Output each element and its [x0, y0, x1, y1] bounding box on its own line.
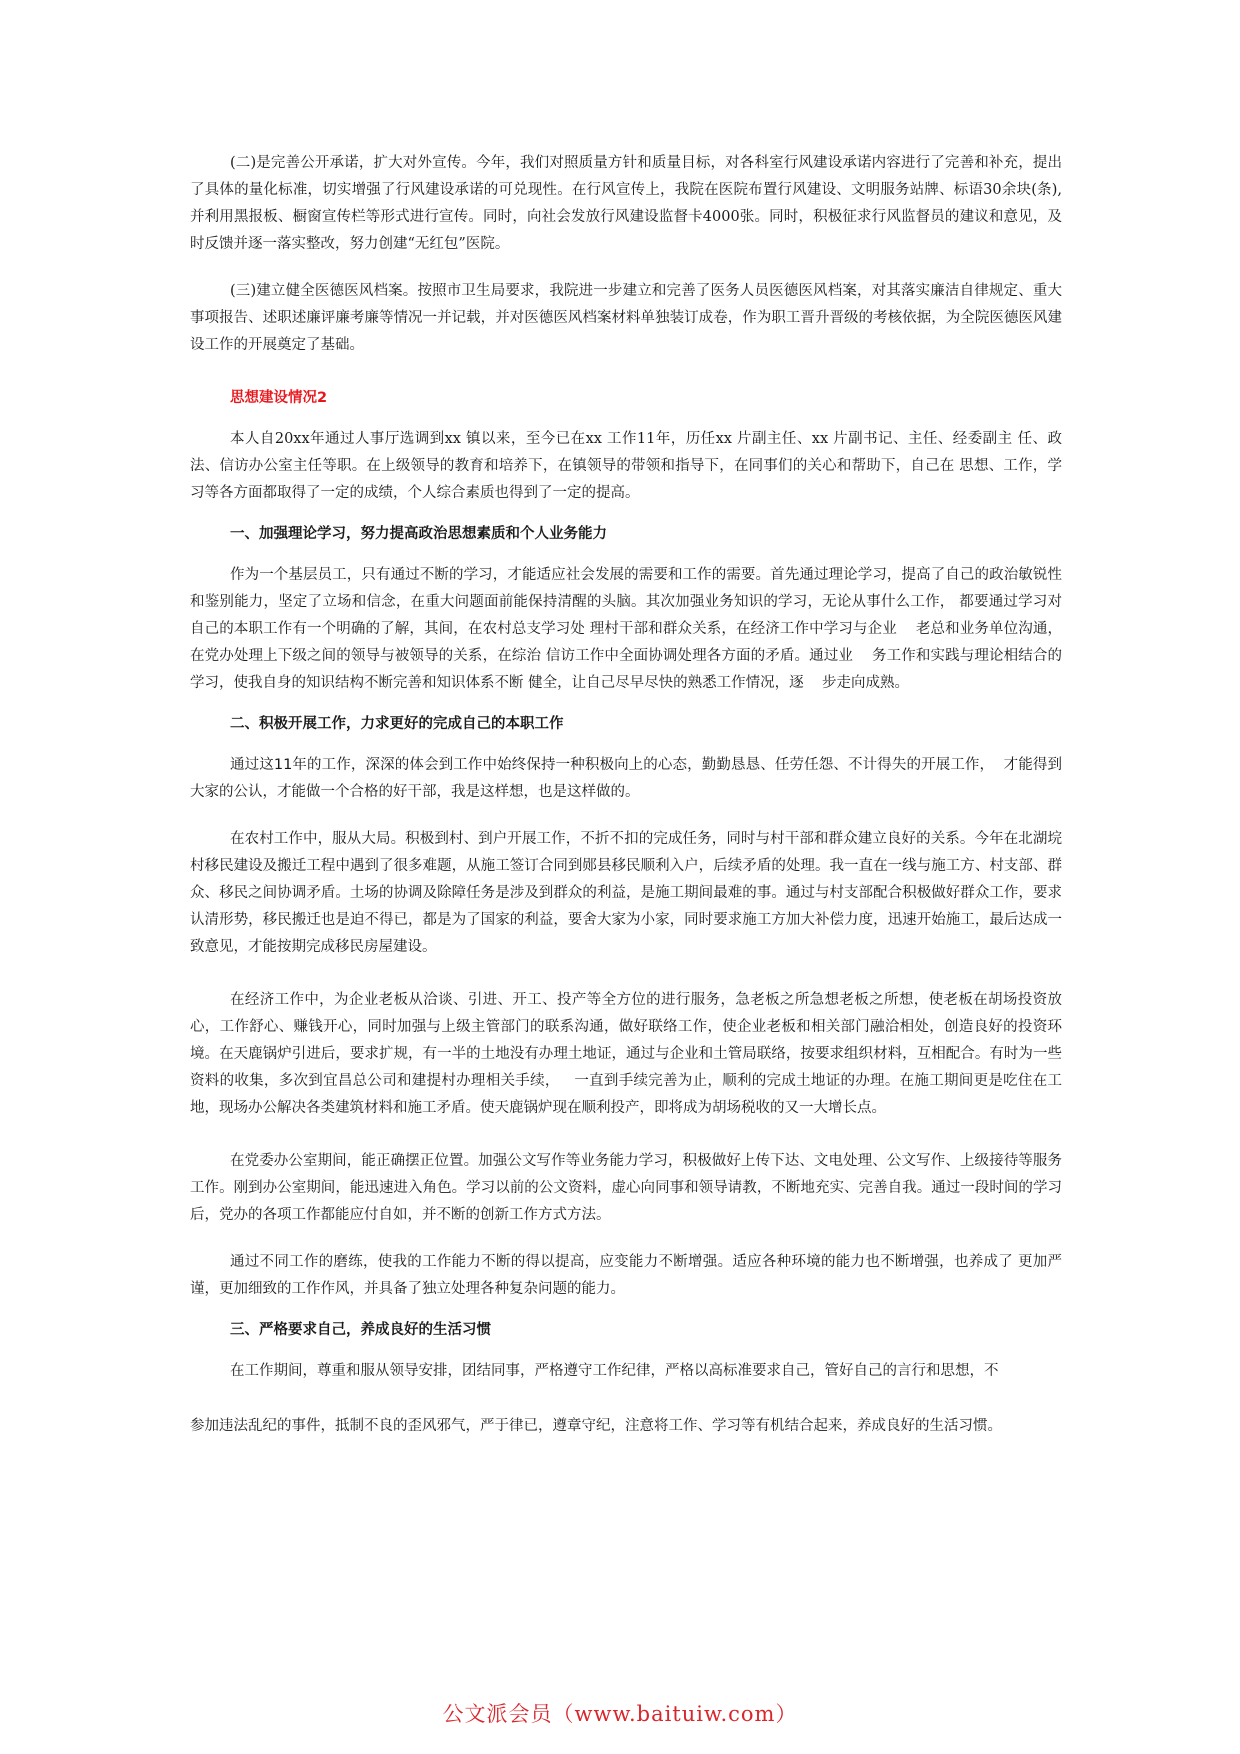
heading-active-work: 二、积极开展工作，力求更好的完成自己的本职工作 [230, 716, 564, 732]
paragraph-theory-study: 作为一个基层员工，只有通过不断的学习，才能适应社会发展的需要和工作的需要。首先通过理论学习，提高了自己的政治敏锐性和鉴别能力，坚定了立场和信念，在重大问题面前能保持清醒的头脑。其次加强业务知识的学习，无论从事什么工作， 都要通过学习对自己的本职工作有一个明确的了解，其间，在农村总支学习处 理村干部和群众关系，在经济工作中学习与企业 老总和业务单位沟通，在党办处理上下级之间的领导与被领导的关系，在综治 信访工作中全面协调处理各方面的矛盾。通过业 务工作和实践与理论相结合的学习，使我自身的知识结构不断完善和知识体系不断 健全，让自己尽早尽快的熟悉工作情况，逐 步走向成熟。 [190, 567, 1062, 691]
paragraph-ethics-archive: (三)建立健全医德医风档案。按照市卫生局要求，我院进一步建立和完善了医务人员医德医风档案，对其落实廉洁自律规定、重大事项报告、述职述廉评廉考廉等情况一并记载，并对医德医风档案材料单独装订成卷，作为职工晋升晋级的考核依据，为全院医德医风建设工作的开展奠定了基础。 [190, 283, 1062, 353]
paragraph-party-office: 在党委办公室期间，能正确摆正位置。加强公文写作等业务能力学习，积极做好上传下达、文电处理、公文写作、上级接待等服务工作。刚到办公室期间，能迅速进入角色。学习以前的公文资料，虚心向同事和领导请教，不断地充实、完善自我。通过一段时间的学习后，党办的各项工作都能应付自如，并不断的创新工作方式方法。 [190, 1153, 1062, 1223]
paragraph-self-discipline-part1: 在工作期间，尊重和服从领导安排，团结同事，严格遵守工作纪律，严格以高标准要求自己，管好自己的言行和思想，不 [230, 1363, 999, 1379]
paragraph-self-introduction: 本人自20xx年通过人事厅选调到xx 镇以来，至今已在xx 工作11年，历任xx 片副主任、xx 片副书记、主任、经委副主 任、政法、信访办公室主任等职。在上级领导的教育和培养下，在镇领导的带领和指导下，在同事们的关心和帮助下，自己在 思想、工作，学习等各方面都取得了一定的成绩，个人综合素质也得到了一定的提高。 [190, 431, 1062, 501]
paragraph-economic-work: 在经济工作中，为企业老板从洽谈、引进、开工、投产等全方位的进行服务，急老板之所急想老板之所想，使老板在胡场投资放心，工作舒心、赚钱开心，同时加强与上级主管部门的联系沟通，做好联络工作，使企业老板和相关部门融洽相处，创造良好的投资环境。在天鹿锅炉引进后，要求扩规，有一半的土地没有办理土地证，通过与企业和土管局联络，按要求组织材料，互相配合。有时为一些资料的收集，多次到宜昌总公司和建提村办理相关手续， 一直到手续完善为止，顺利的完成土地证的办理。在施工期间更是吃住在工地，现场办公解决各类建筑材料和施工矛盾。使天鹿锅炉现在顺利投产，即将成为胡场税收的又一大增长点。 [190, 992, 1062, 1116]
paragraph-self-discipline-part2: 参加违法乱纪的事件，抵制不良的歪风邪气，严于律已，遵章守纪，注意将工作、学习等有机结合起来，养成良好的生活习惯。 [190, 1418, 1002, 1434]
paragraph-rural-work: 在农村工作中，服从大局。积极到村、到户开展工作，不折不扣的完成任务，同时与村干部和群众建立良好的关系。今年在北湖垸村移民建设及搬迁工程中遇到了很多难题，从施工签订合同到郧县移民顺利入户，后续矛盾的处理。我一直在一线与施工方、村支部、群众、移民之间协调矛盾。土场的协调及除障任务是涉及到群众的利益，是施工期间最难的事。通过与村支部配合积极做好群众工作，要求认清形势，移民搬迁也是迫不得已，都是为了国家的利益，要舍大家为小家，同时要求施工方加大补偿力度，迅速开始施工，最后达成一致意见，才能按期完成移民房屋建设。 [190, 831, 1062, 955]
heading-theory-study: 一、加强理论学习，努力提高政治思想素质和个人业务能力 [230, 526, 607, 542]
section-title: 思想建设情况2 [230, 390, 328, 406]
paragraph-eleven-years: 通过这11年的工作，深深的体会到工作中始终保持一种积极向上的心态，勤勤恳恳、任劳任怨、不计得失的开展工作， 才能得到大家的公认，才能做一个合格的好干部，我是这样想，也是这样做的。 [190, 757, 1062, 800]
document-body [190, 150, 1062, 1440]
heading-self-discipline: 三、严格要求自己，养成良好的生活习惯 [230, 1322, 491, 1338]
paragraph-public-commitment: (二)是完善公开承诺，扩大对外宣传。今年，我们对照质量方针和质量目标，对各科室行风建设承诺内容进行了完善和补充，提出了具体的量化标准，切实增强了行风建设承诺的可兑现性。在行风宣传上，我院在医院布置行风建设、文明服务站牌、标语30余块(条),并利用黑报板、橱窗宣传栏等形式进行宣传。同时，向社会发放行风建设监督卡4000张。同时，积极征求行风监督员的建议和意见，及时反馈并逐一落实整改，努力创建“无红包”医院。 [190, 155, 1062, 252]
footer-watermark: 公文派会员（www.baituiw.com） [442, 1702, 798, 1726]
paragraph-work-ability: 通过不同工作的磨练，使我的工作能力不断的得以提高，应变能力不断增强。适应各种环境的能力也不断增强，也养成了 更加严谨，更加细致的工作作风，并具备了独立处理各种复杂问题的能力。 [190, 1254, 1062, 1297]
